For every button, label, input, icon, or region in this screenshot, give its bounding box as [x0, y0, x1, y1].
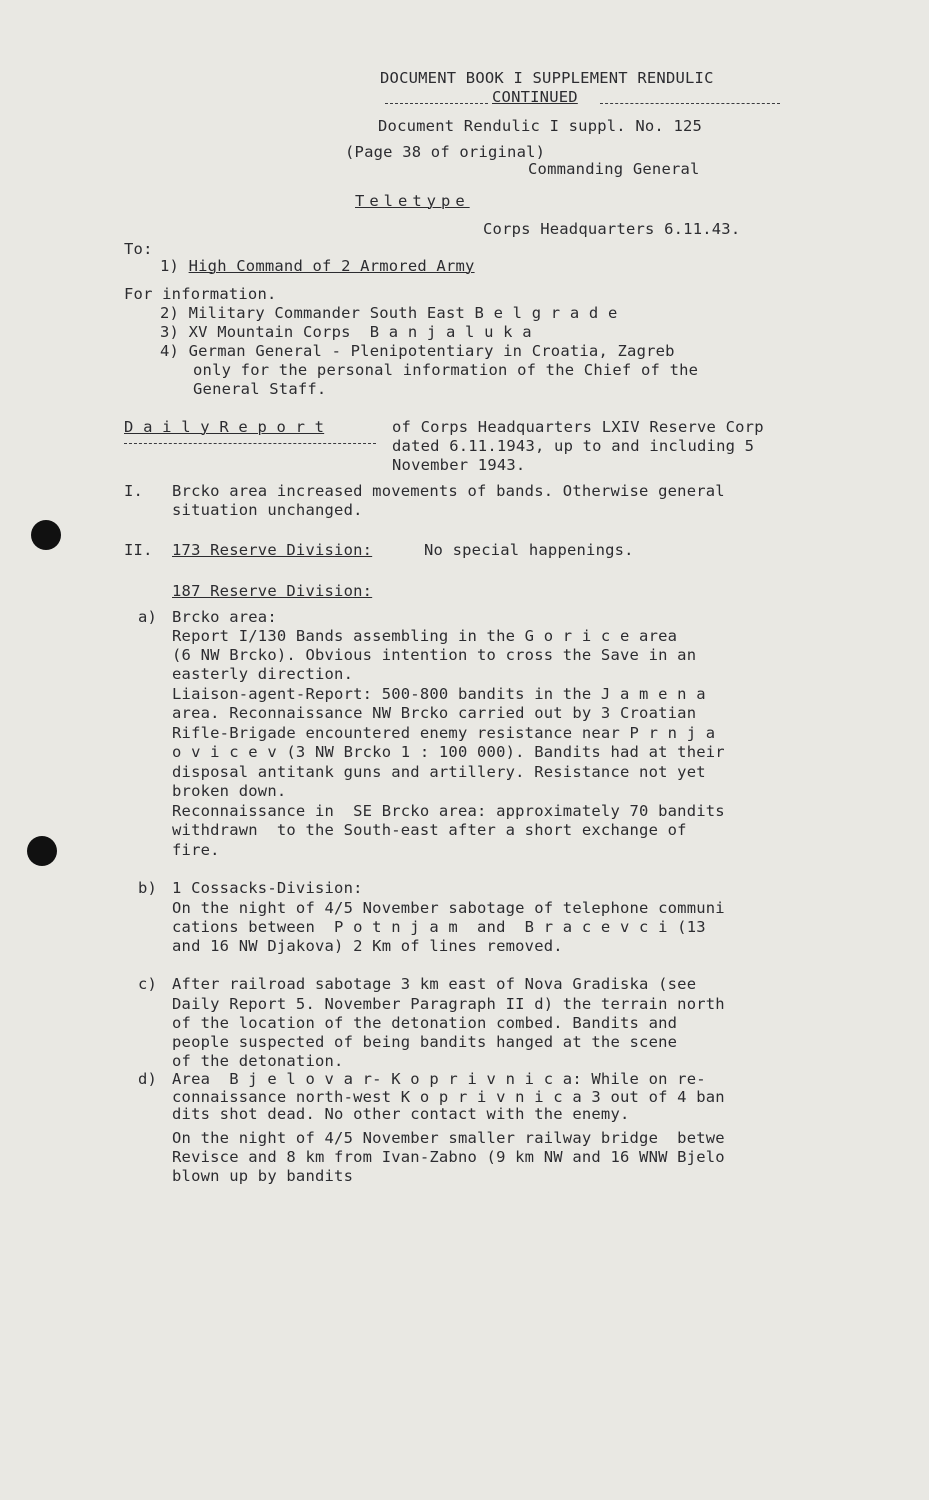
section-1-line-1: Brcko area increased movements of bands. Otherwise general: [172, 482, 725, 500]
section-1-number: I.: [124, 482, 144, 500]
info-addressee-2: 2) Military Commander South East B e l g r a d e: [160, 304, 618, 322]
to-label: To:: [124, 240, 153, 258]
info-label: For information.: [124, 285, 277, 303]
item-c-line-4: people suspected of being bandits hanged at the scene: [172, 1033, 678, 1051]
addressee-1: 1) High Command of 2 Armored Army: [160, 257, 475, 275]
item-c-label: c): [138, 975, 158, 993]
info-addressee-4-cont1: only for the personal information of the Chief of the: [193, 361, 699, 379]
item-a-line-5: Liaison-agent-Report: 500-800 bandits in the J a m e n a: [172, 685, 706, 703]
section-2-number: II.: [124, 541, 153, 559]
title-dash-left: [385, 103, 488, 104]
item-d-line-2: connaissance north-west K o p r i v n i c a 3 out of 4 ban: [172, 1088, 725, 1106]
item-d-line-4: On the night of 4/5 November smaller railway bridge betwe: [172, 1129, 725, 1147]
item-a-line-10: broken down.: [172, 782, 287, 800]
report-line-3: November 1943.: [392, 456, 526, 474]
item-a-line-7: Rifle-Brigade encountered enemy resistance near P r n j a: [172, 724, 716, 742]
item-a-line-13: fire.: [172, 841, 220, 859]
item-a-line-4: easterly direction.: [172, 665, 354, 683]
item-c-line-1: After railroad sabotage 3 km east of Nova Gradiska (see: [172, 975, 697, 993]
page-reference: (Page 38 of original): [345, 143, 546, 161]
title-dash-right: [600, 103, 780, 104]
teletype-heading: Teletype: [355, 192, 470, 210]
from-line: Commanding General: [528, 160, 700, 178]
report-label-dash: [124, 443, 376, 444]
info-addressee-4-cont2: General Staff.: [193, 380, 327, 398]
document-title: DOCUMENT BOOK I SUPPLEMENT RENDULIC: [380, 69, 714, 87]
item-d-line-6: blown up by bandits: [172, 1167, 354, 1185]
item-b-label: b): [138, 879, 158, 897]
item-c-line-3: of the location of the detonation combed. Bandits and: [172, 1014, 678, 1032]
item-a-line-11: Reconnaissance in SE Brcko area: approximately 70 bandits: [172, 802, 725, 820]
addressee-1-text: High Command of 2 Armored Army: [188, 257, 475, 275]
item-a-line-2: Report I/130 Bands assembling in the G o r i c e area: [172, 627, 678, 645]
item-b-line-2: On the night of 4/5 November sabotage of telephone communi: [172, 899, 725, 917]
item-a-line-8: o v i c e v (3 NW Brcko 1 : 100 000). Bandits had at their: [172, 743, 725, 761]
item-a-line-9: disposal antitank guns and artillery. Resistance not yet: [172, 763, 706, 781]
item-b-line-3: cations between P o t n j a m and B r a c e v c i (13: [172, 918, 706, 936]
continued-label: CONTINUED: [492, 88, 578, 106]
division-187-heading: 187 Reserve Division:: [172, 582, 373, 600]
item-b-line-1: 1 Cossacks-Division:: [172, 879, 363, 897]
daily-report-label: D a i l y R e p o r t: [124, 418, 325, 436]
item-a-line-1: Brcko area:: [172, 608, 277, 626]
item-d-line-5: Revisce and 8 km from Ivan-Zabno (9 km NW and 16 WNW Bjelo: [172, 1148, 725, 1166]
info-addressee-4: 4) German General - Plenipotentiary in Croatia, Zagreb: [160, 342, 675, 360]
division-173-heading: 173 Reserve Division:: [172, 541, 373, 559]
item-d-line-3: dits shot dead. No other contact with the enemy.: [172, 1105, 630, 1123]
punch-hole-top: [31, 520, 61, 550]
info-addressee-3: 3) XV Mountain Corps B a n j a l u k a: [160, 323, 532, 341]
punch-hole-bottom: [27, 836, 57, 866]
item-d-line-1: Area B j e l o v a r- K o p r i v n i c a: While on re-: [172, 1070, 706, 1088]
item-a-label: a): [138, 608, 158, 626]
division-173-text: No special happenings.: [424, 541, 634, 559]
item-a-line-3: (6 NW Brcko). Obvious intention to cross the Save in an: [172, 646, 697, 664]
item-d-label: d): [138, 1070, 158, 1088]
report-line-2: dated 6.11.1943, up to and including 5: [392, 437, 755, 455]
item-a-line-6: area. Reconnaissance NW Brcko carried out by 3 Croatian: [172, 704, 697, 722]
report-line-1: of Corps Headquarters LXIV Reserve Corp: [392, 418, 764, 436]
section-1-line-2: situation unchanged.: [172, 501, 363, 519]
item-b-line-4: and 16 NW Djakova) 2 Km of lines removed.: [172, 937, 563, 955]
hq-date: Corps Headquarters 6.11.43.: [483, 220, 741, 238]
item-a-line-12: withdrawn to the South-east after a short exchange of: [172, 821, 687, 839]
item-c-line-2: Daily Report 5. November Paragraph II d) the terrain north: [172, 995, 725, 1013]
document-number: Document Rendulic I suppl. No. 125: [378, 117, 703, 135]
item-c-line-5: of the detonation.: [172, 1052, 344, 1070]
